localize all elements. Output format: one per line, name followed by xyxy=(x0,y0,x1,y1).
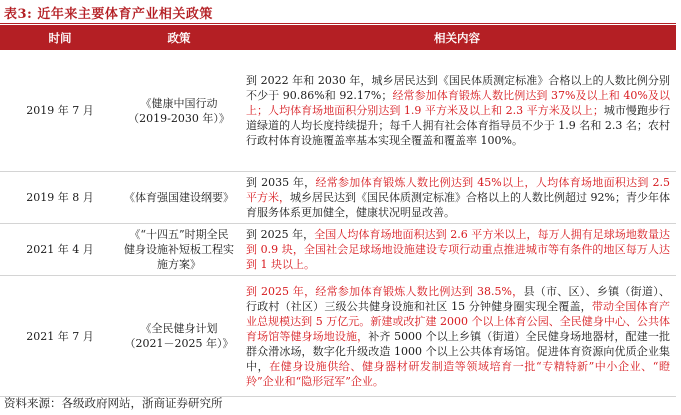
header-time: 时间 xyxy=(0,25,120,50)
header-policy: 政策 xyxy=(120,25,238,50)
table-row xyxy=(0,50,676,172)
source-note: 资料来源：各级政府网站，浙商证券研究所 xyxy=(4,396,223,410)
header-content: 相关内容 xyxy=(238,25,676,50)
row-policy: 《“十四五”时期全民健身设施补短板工程实施方案》 xyxy=(120,224,238,276)
content-text: 到 2022 年和 2030 年，城乡居民达到《国民体质测定标准》合格以上的人数比例分别不少于 90.86%和 92.17%； xyxy=(246,74,670,102)
highlighted-text: 在健身设施供给、健身器材研发制造等领域培育一批“专精特新”中小企业、“瞪羚”企业和“隐形冠军”企业。 xyxy=(246,359,671,388)
content-text: 城乡居民达到《国民体质测定标准》合格以上的人数比例超过 92%；青少年体育服务体系更加健全，健康状况明显改善。 xyxy=(246,191,671,219)
content-text: 到 2025 年， xyxy=(246,228,315,241)
highlighted-text: 带动全国体育产业总规模达到 5 万亿元。新建或改扩建 2000 个以上体育公园、全民健身中心、公共体育场馆等健身场地设施， xyxy=(246,299,670,343)
content-text: 到 2035 年， xyxy=(246,176,316,189)
row-policy: 《全民健身计划（2021－2025 年）》 xyxy=(120,276,238,397)
highlighted-text: 全国人均体育场地面积达到 2.6 平方米以上，每万人拥有足球场地数量达到 0.9 块，全国社会足球场地设施建设专项行动重点推进城市等有条件的地区每万人达到 1 块以上。 xyxy=(246,228,670,271)
row-content xyxy=(238,276,676,397)
row-time: 2021 年 7 月 xyxy=(0,276,120,397)
title-divider xyxy=(0,23,676,24)
row-policy: 《体育强国建设纲要》 xyxy=(120,172,238,224)
table-row xyxy=(0,276,676,397)
table-row xyxy=(0,224,676,276)
content-text: 县（市、区）、乡镇（街道）、行政村（社区）三级公共健身设施和社区 15 分钟健身圈实现全覆盖， xyxy=(246,284,670,313)
row-content xyxy=(238,224,676,276)
row-content xyxy=(238,50,676,172)
table-title: 表3: 近年来主要体育产业相关政策 xyxy=(4,7,213,22)
row-time: 2019 年 8 月 xyxy=(0,172,120,224)
table-row xyxy=(0,172,676,224)
content-text: 补齐 5000 个以上乡镇（街道）全民健身场地器材，配建一批群众滑冰场，数字化升级改造 1000 个以上公共体育场馆。促进体育资源向优质企业集中， xyxy=(246,329,670,373)
highlighted-text: 经常参加体育锻炼人数比例达到 45%以上，人均体育场地面积达到 2.5 平方米， xyxy=(246,176,670,204)
highlighted-text: 到 2025 年，经常参加体育锻炼人数比例达到 38.5%， xyxy=(246,284,524,298)
row-time: 2021 年 4 月 xyxy=(0,224,120,276)
highlighted-text: 经常参加体育锻炼人数比例达到 37%及以上和 40%及以上；人均体育场地面积分别达到 1.9 平方米及以上和 2.3 平方米及以上； xyxy=(246,89,670,117)
row-content xyxy=(238,172,676,224)
content-text: 城市慢跑步行道绿道的人均长度持续提升；每千人拥有社会体育指导员不少于 1.9 名和 2.3 名；农村行政村体育设施覆盖率基本实现全覆盖和覆盖率 100%。 xyxy=(246,104,670,147)
table-header-row xyxy=(0,25,676,50)
policy-table xyxy=(0,25,676,397)
row-policy: 《健康中国行动（2019-2030 年）》 xyxy=(120,50,238,172)
row-time: 2019 年 7 月 xyxy=(0,50,120,172)
